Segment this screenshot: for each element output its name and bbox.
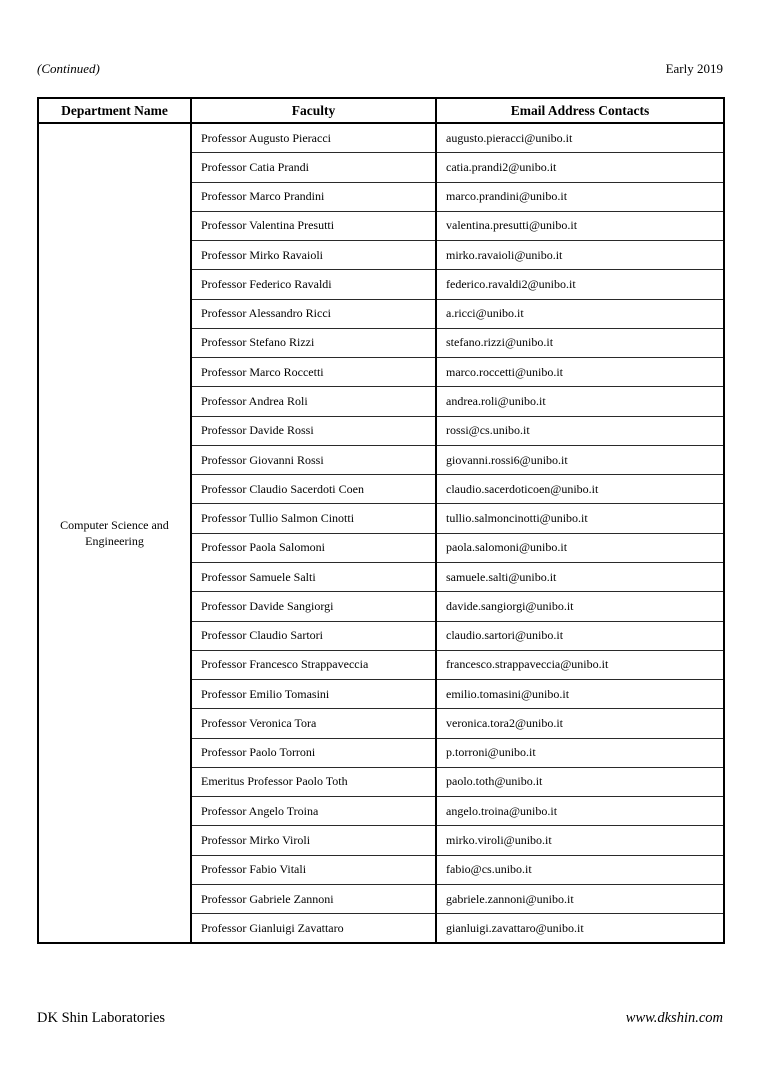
faculty-name-cell: Professor Marco Prandini <box>191 182 436 211</box>
email-address-cell: stefano.rizzi@unibo.it <box>436 328 724 357</box>
email-address-cell: davide.sangiorgi@unibo.it <box>436 592 724 621</box>
department-name-cell: Computer Science and Engineering <box>38 123 191 943</box>
email-address-cell: federico.ravaldi2@unibo.it <box>436 270 724 299</box>
email-address-cell: fabio@cs.unibo.it <box>436 855 724 884</box>
email-address-cell: rossi@cs.unibo.it <box>436 416 724 445</box>
faculty-name-cell: Professor Veronica Tora <box>191 709 436 738</box>
email-address-cell: mirko.viroli@unibo.it <box>436 826 724 855</box>
table-header <box>38 98 724 123</box>
faculty-name-cell: Professor Stefano Rizzi <box>191 328 436 357</box>
faculty-name-cell: Professor Samuele Salti <box>191 562 436 591</box>
email-address-cell: mirko.ravaioli@unibo.it <box>436 241 724 270</box>
faculty-name-cell: Professor Claudio Sartori <box>191 621 436 650</box>
faculty-name-cell: Professor Paolo Torroni <box>191 738 436 767</box>
email-address-cell: claudio.sacerdoticoen@unibo.it <box>436 475 724 504</box>
faculty-name-cell: Professor Augusto Pieracci <box>191 123 436 153</box>
email-address-cell: tullio.salmoncinotti@unibo.it <box>436 504 724 533</box>
email-address-cell: a.ricci@unibo.it <box>436 299 724 328</box>
email-address-cell: angelo.troina@unibo.it <box>436 797 724 826</box>
edition-date: Early 2019 <box>665 61 723 76</box>
faculty-name-cell: Professor Mirko Viroli <box>191 826 436 855</box>
column-header-faculty: Faculty <box>191 98 436 123</box>
email-address-cell: marco.roccetti@unibo.it <box>436 358 724 387</box>
table-header-row <box>38 98 724 123</box>
faculty-contacts-table <box>37 97 725 944</box>
email-address-cell: paola.salomoni@unibo.it <box>436 533 724 562</box>
faculty-name-cell: Professor Marco Roccetti <box>191 358 436 387</box>
email-address-cell: valentina.presutti@unibo.it <box>436 211 724 240</box>
email-address-cell: augusto.pieracci@unibo.it <box>436 123 724 153</box>
page-header <box>37 61 723 76</box>
faculty-name-cell: Professor Giovanni Rossi <box>191 445 436 474</box>
email-address-cell: p.torroni@unibo.it <box>436 738 724 767</box>
faculty-name-cell: Professor Alessandro Ricci <box>191 299 436 328</box>
email-address-cell: andrea.roli@unibo.it <box>436 387 724 416</box>
email-address-cell: emilio.tomasini@unibo.it <box>436 680 724 709</box>
email-address-cell: claudio.sartori@unibo.it <box>436 621 724 650</box>
email-address-cell: paolo.toth@unibo.it <box>436 767 724 796</box>
email-address-cell: gianluigi.zavattaro@unibo.it <box>436 914 724 944</box>
faculty-name-cell: Professor Gabriele Zannoni <box>191 884 436 913</box>
faculty-name-cell: Professor Valentina Presutti <box>191 211 436 240</box>
column-header-email: Email Address Contacts <box>436 98 724 123</box>
faculty-name-cell: Professor Federico Ravaldi <box>191 270 436 299</box>
website-url: www.dkshin.com <box>625 1010 723 1026</box>
email-address-cell: giovanni.rossi6@unibo.it <box>436 445 724 474</box>
faculty-name-cell: Professor Fabio Vitali <box>191 855 436 884</box>
faculty-name-cell: Professor Davide Sangiorgi <box>191 592 436 621</box>
faculty-name-cell: Emeritus Professor Paolo Toth <box>191 767 436 796</box>
faculty-name-cell: Professor Francesco Strappaveccia <box>191 650 436 679</box>
table-row <box>38 123 724 153</box>
email-address-cell: veronica.tora2@unibo.it <box>436 709 724 738</box>
faculty-name-cell: Professor Emilio Tomasini <box>191 680 436 709</box>
email-address-cell: francesco.strappaveccia@unibo.it <box>436 650 724 679</box>
faculty-name-cell: Professor Andrea Roli <box>191 387 436 416</box>
faculty-name-cell: Professor Claudio Sacerdoti Coen <box>191 475 436 504</box>
faculty-name-cell: Professor Angelo Troina <box>191 797 436 826</box>
faculty-name-cell: Professor Gianluigi Zavattaro <box>191 914 436 944</box>
organization-name: DK Shin Laboratories <box>37 1010 166 1026</box>
faculty-name-cell: Professor Davide Rossi <box>191 416 436 445</box>
faculty-name-cell: Professor Paola Salomoni <box>191 533 436 562</box>
faculty-table-body <box>38 123 724 943</box>
email-address-cell: marco.prandini@unibo.it <box>436 182 724 211</box>
column-header-department: Department Name <box>38 98 191 123</box>
faculty-name-cell: Professor Tullio Salmon Cinotti <box>191 504 436 533</box>
email-address-cell: samuele.salti@unibo.it <box>436 562 724 591</box>
page-footer <box>37 1010 723 1027</box>
faculty-name-cell: Professor Mirko Ravaioli <box>191 241 436 270</box>
email-address-cell: catia.prandi2@unibo.it <box>436 153 724 182</box>
faculty-name-cell: Professor Catia Prandi <box>191 153 436 182</box>
email-address-cell: gabriele.zannoni@unibo.it <box>436 884 724 913</box>
continued-label: (Continued) <box>37 61 100 76</box>
